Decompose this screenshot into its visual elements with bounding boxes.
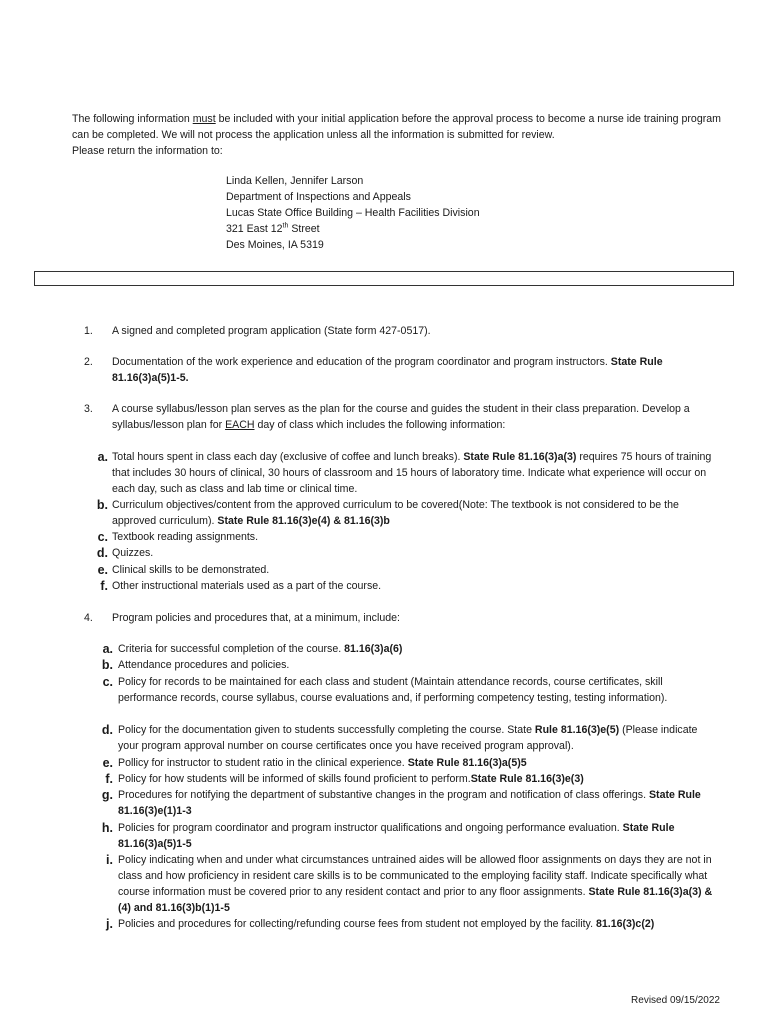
address-street: 321 East 12th Street xyxy=(226,222,320,235)
address-department: Department of Inspections and Appeals xyxy=(226,191,411,203)
intro-text-1: The following information xyxy=(72,113,193,125)
mailing-address xyxy=(226,173,646,253)
intro-text-2: be included with your initial application before the approval process to become a nurse ide training program can be completed. We will not process the application unless all the information is submitted for review. xyxy=(72,113,721,141)
intro-must: must xyxy=(192,113,216,125)
address-city: Des Moines, IA 5319 xyxy=(226,239,324,251)
address-names: Linda Kellen, Jennifer Larson xyxy=(226,175,364,187)
empty-box xyxy=(34,271,734,286)
revised-date: Revised 09/15/2022 xyxy=(631,995,720,1006)
intro-text-3: Please return the information to: xyxy=(72,145,223,157)
intro-paragraph xyxy=(72,111,732,159)
address-building: Lucas State Office Building – Health Facilities Division xyxy=(226,207,480,219)
